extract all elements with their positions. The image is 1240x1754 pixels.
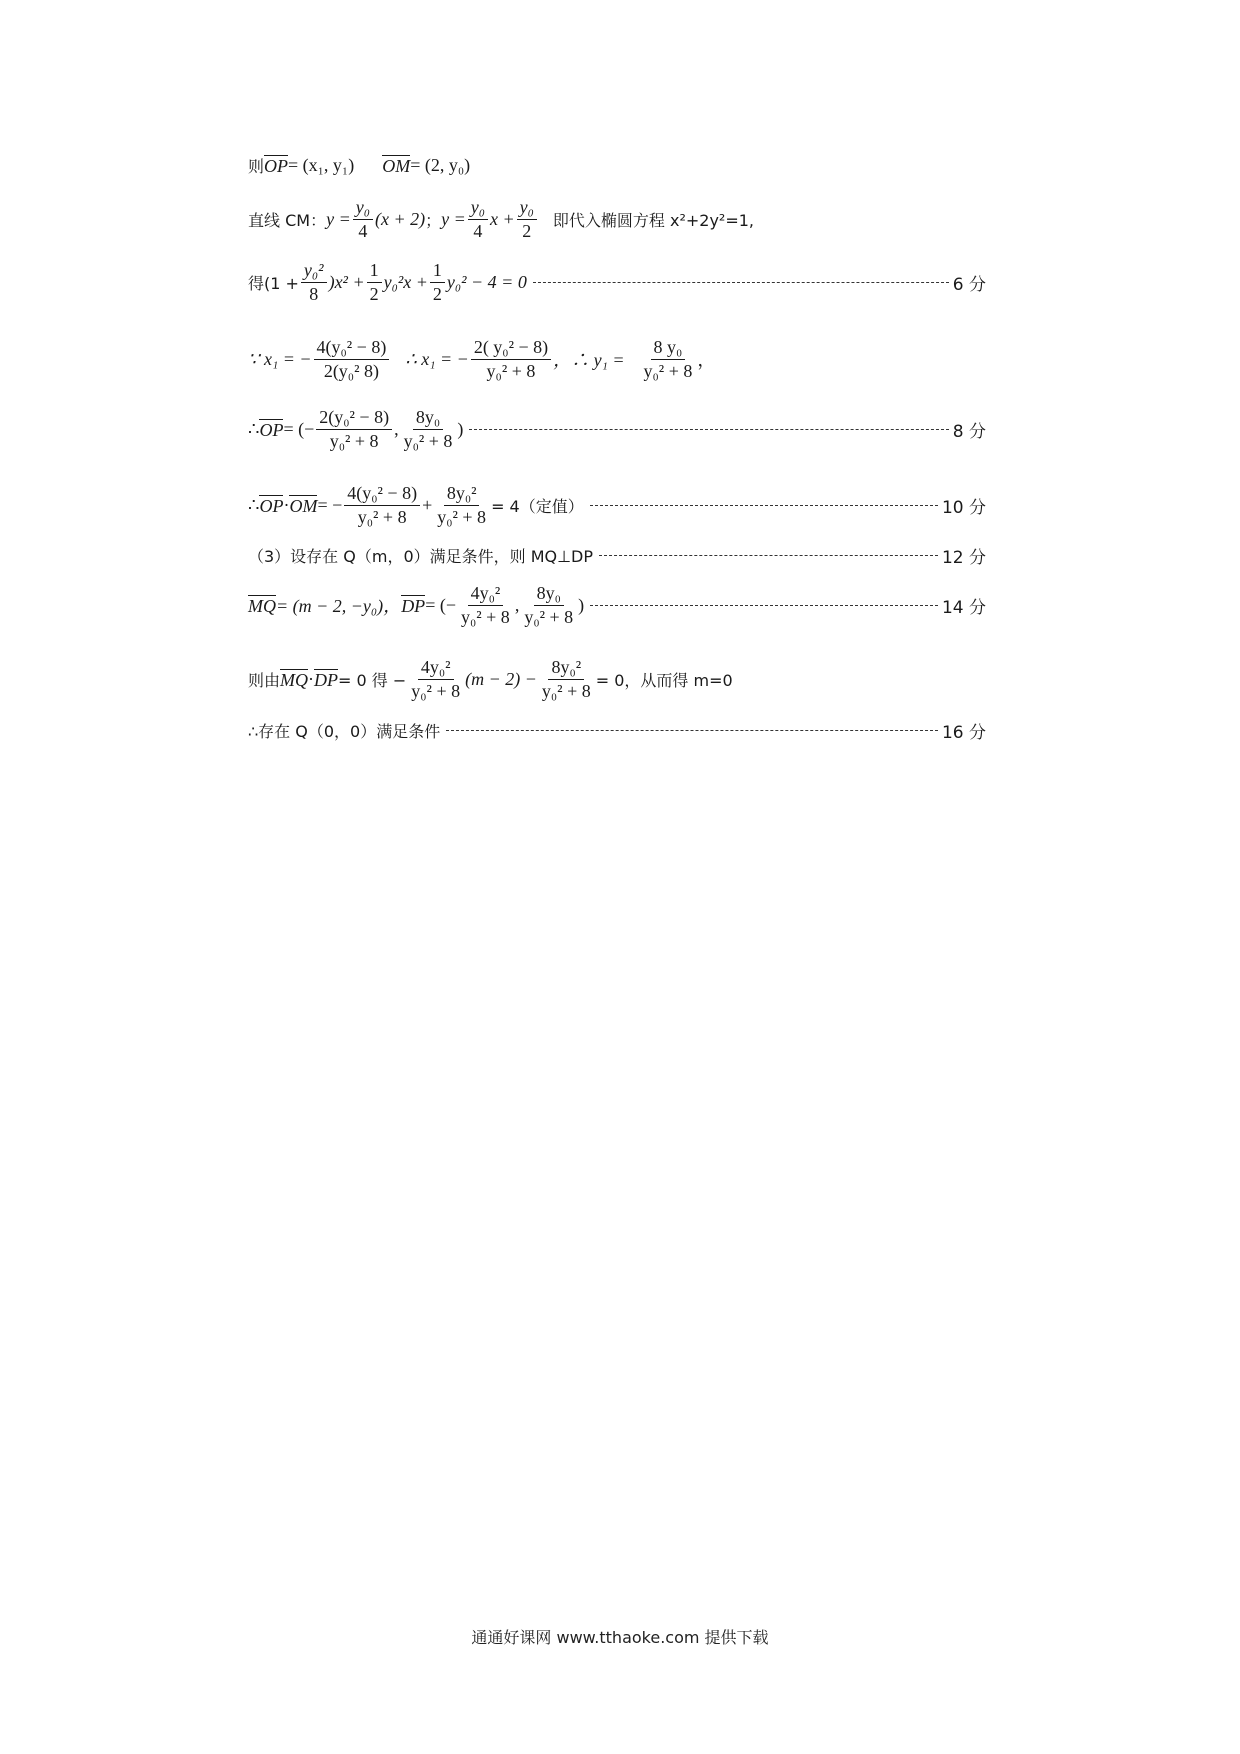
- text: ·: [308, 668, 315, 689]
- line-part-3: [248, 540, 986, 570]
- vector-dp: DP: [401, 596, 426, 616]
- text: y₀² − 4 = 0: [446, 271, 527, 292]
- line-op-om: [248, 150, 986, 180]
- text: ∵ x₁ = −: [248, 348, 312, 369]
- text: ): [578, 594, 585, 615]
- numerator: y₀²: [301, 260, 327, 283]
- denominator: y₀² + 8: [411, 680, 461, 701]
- fraction: [458, 583, 513, 627]
- text: = (−: [283, 418, 315, 439]
- vector-mq: MQ: [280, 670, 309, 690]
- denominator: y₀² + 8: [486, 360, 536, 381]
- numerator: 2( y₀² − 8): [471, 337, 551, 360]
- line-x1-y1: [248, 330, 986, 388]
- fraction: [353, 197, 373, 241]
- numerator: 8y₀²: [444, 483, 480, 506]
- numerator: 2(y₀² − 8): [316, 407, 392, 430]
- denominator: y₀² + 8: [524, 606, 574, 627]
- text: = (−: [425, 594, 456, 615]
- denominator: y₀² + 8: [643, 360, 693, 381]
- text: ·: [283, 494, 290, 515]
- line-mq-dp: [248, 576, 986, 634]
- text: ∴ x₁ = −: [405, 348, 469, 369]
- numerator: 8y₀²: [548, 657, 584, 680]
- vector-om: OM: [289, 496, 318, 516]
- line-cm-equation: [248, 194, 986, 244]
- score: 12 分: [941, 547, 986, 568]
- text: ,: [514, 594, 520, 615]
- score: 10 分: [941, 497, 986, 518]
- fraction: [401, 407, 456, 451]
- numerator: 1: [430, 260, 445, 283]
- vector-mq: MQ: [248, 596, 276, 616]
- numerator: 8 y₀: [651, 337, 686, 360]
- fraction: [344, 483, 420, 527]
- text: (x + 2): [374, 208, 426, 229]
- score: 16 分: [941, 722, 986, 743]
- text: ,: [394, 418, 399, 439]
- denominator: 4: [473, 220, 483, 241]
- text: y =: [326, 208, 351, 229]
- dash-leader: [469, 429, 948, 430]
- text: y =: [441, 208, 466, 229]
- fraction: [539, 657, 594, 701]
- text: x +: [490, 208, 515, 229]
- numerator: 4y₀²: [418, 657, 454, 680]
- line-solve-m: [248, 650, 986, 708]
- denominator: 2: [432, 283, 442, 304]
- text: 则由: [248, 670, 281, 690]
- denominator: y₀² + 8: [541, 680, 591, 701]
- fraction: [521, 583, 576, 627]
- vector-op: OP: [264, 156, 289, 176]
- text: ；: [425, 210, 442, 230]
- text: 则: [248, 156, 265, 176]
- denominator: 2(y₀² 8): [323, 360, 379, 381]
- text: y₀²x +: [383, 271, 428, 292]
- text: )x² +: [328, 271, 365, 292]
- score: 6 分: [952, 274, 986, 295]
- score: 14 分: [941, 597, 986, 618]
- vector-om: OM: [382, 156, 411, 176]
- fraction: [367, 260, 382, 304]
- dash-leader: [599, 555, 938, 556]
- numerator: 1: [367, 260, 382, 283]
- text: ∴: [248, 418, 260, 439]
- fraction: [517, 197, 537, 241]
- denominator: 2: [369, 283, 379, 304]
- text: = (m − 2, −y₀)，: [276, 596, 402, 616]
- denominator: y₀² + 8: [403, 430, 453, 451]
- text: ，∴ y₁ =: [553, 350, 625, 370]
- numerator: y₀: [353, 197, 373, 220]
- denominator: y₀² + 8: [329, 430, 379, 451]
- text: （3）设存在 Q（m，0）满足条件，则 MQ⊥DP: [248, 546, 594, 566]
- line-dot-product: [248, 476, 986, 534]
- vector-dp: DP: [314, 670, 339, 690]
- text: = (2, y₀): [410, 154, 471, 175]
- text: = (x₁, y₁): [288, 154, 355, 175]
- fraction: [316, 407, 392, 451]
- vector-op: OP: [259, 420, 284, 440]
- score: 8 分: [952, 421, 986, 442]
- text: = 4（定值）: [491, 496, 584, 516]
- line-conclusion: [248, 715, 986, 745]
- text: 即代入椭圆方程 x²+2y²=1,: [552, 210, 755, 230]
- line-op-vector: [248, 400, 986, 458]
- text: = 0 得 −: [338, 670, 407, 690]
- dash-leader: [590, 605, 938, 606]
- footer-credit: 通通好课网 www.tthaoke.com 提供下载: [471, 1628, 769, 1647]
- dash-leader: [446, 730, 938, 731]
- fraction: [471, 337, 551, 381]
- vector-op: OP: [259, 496, 284, 516]
- numerator: 8y₀: [534, 583, 564, 606]
- text: ): [457, 418, 464, 439]
- numerator: y₀: [517, 197, 537, 220]
- text: ∴: [248, 494, 260, 515]
- fraction: [641, 337, 696, 381]
- numerator: y₀: [468, 197, 488, 220]
- numerator: 4(y₀² − 8): [314, 337, 390, 360]
- text: 得(1 +: [248, 273, 299, 293]
- text: +: [422, 494, 433, 515]
- fraction: [434, 483, 489, 527]
- text: ，: [697, 350, 716, 370]
- line-quadratic: [248, 254, 986, 310]
- denominator: y₀² + 8: [357, 506, 407, 527]
- numerator: 4(y₀² − 8): [344, 483, 420, 506]
- denominator: y₀² + 8: [460, 606, 510, 627]
- fraction: [408, 657, 463, 701]
- text: ∴存在 Q（0，0）满足条件: [248, 721, 441, 741]
- dash-leader: [533, 282, 949, 283]
- dash-leader: [590, 505, 938, 506]
- label: 直线 CM：: [248, 210, 327, 230]
- text: = −: [317, 494, 343, 515]
- denominator: y₀² + 8: [437, 506, 487, 527]
- fraction: [301, 260, 327, 304]
- text: = 0，从而得 m=0: [595, 670, 733, 690]
- numerator: 8y₀: [413, 407, 443, 430]
- denominator: 2: [522, 220, 532, 241]
- numerator: 4y₀²: [468, 583, 504, 606]
- denominator: 8: [309, 283, 319, 304]
- fraction: [314, 337, 390, 381]
- fraction: [468, 197, 488, 241]
- denominator: 4: [358, 220, 368, 241]
- fraction: [430, 260, 445, 304]
- text: (m − 2) −: [465, 668, 537, 689]
